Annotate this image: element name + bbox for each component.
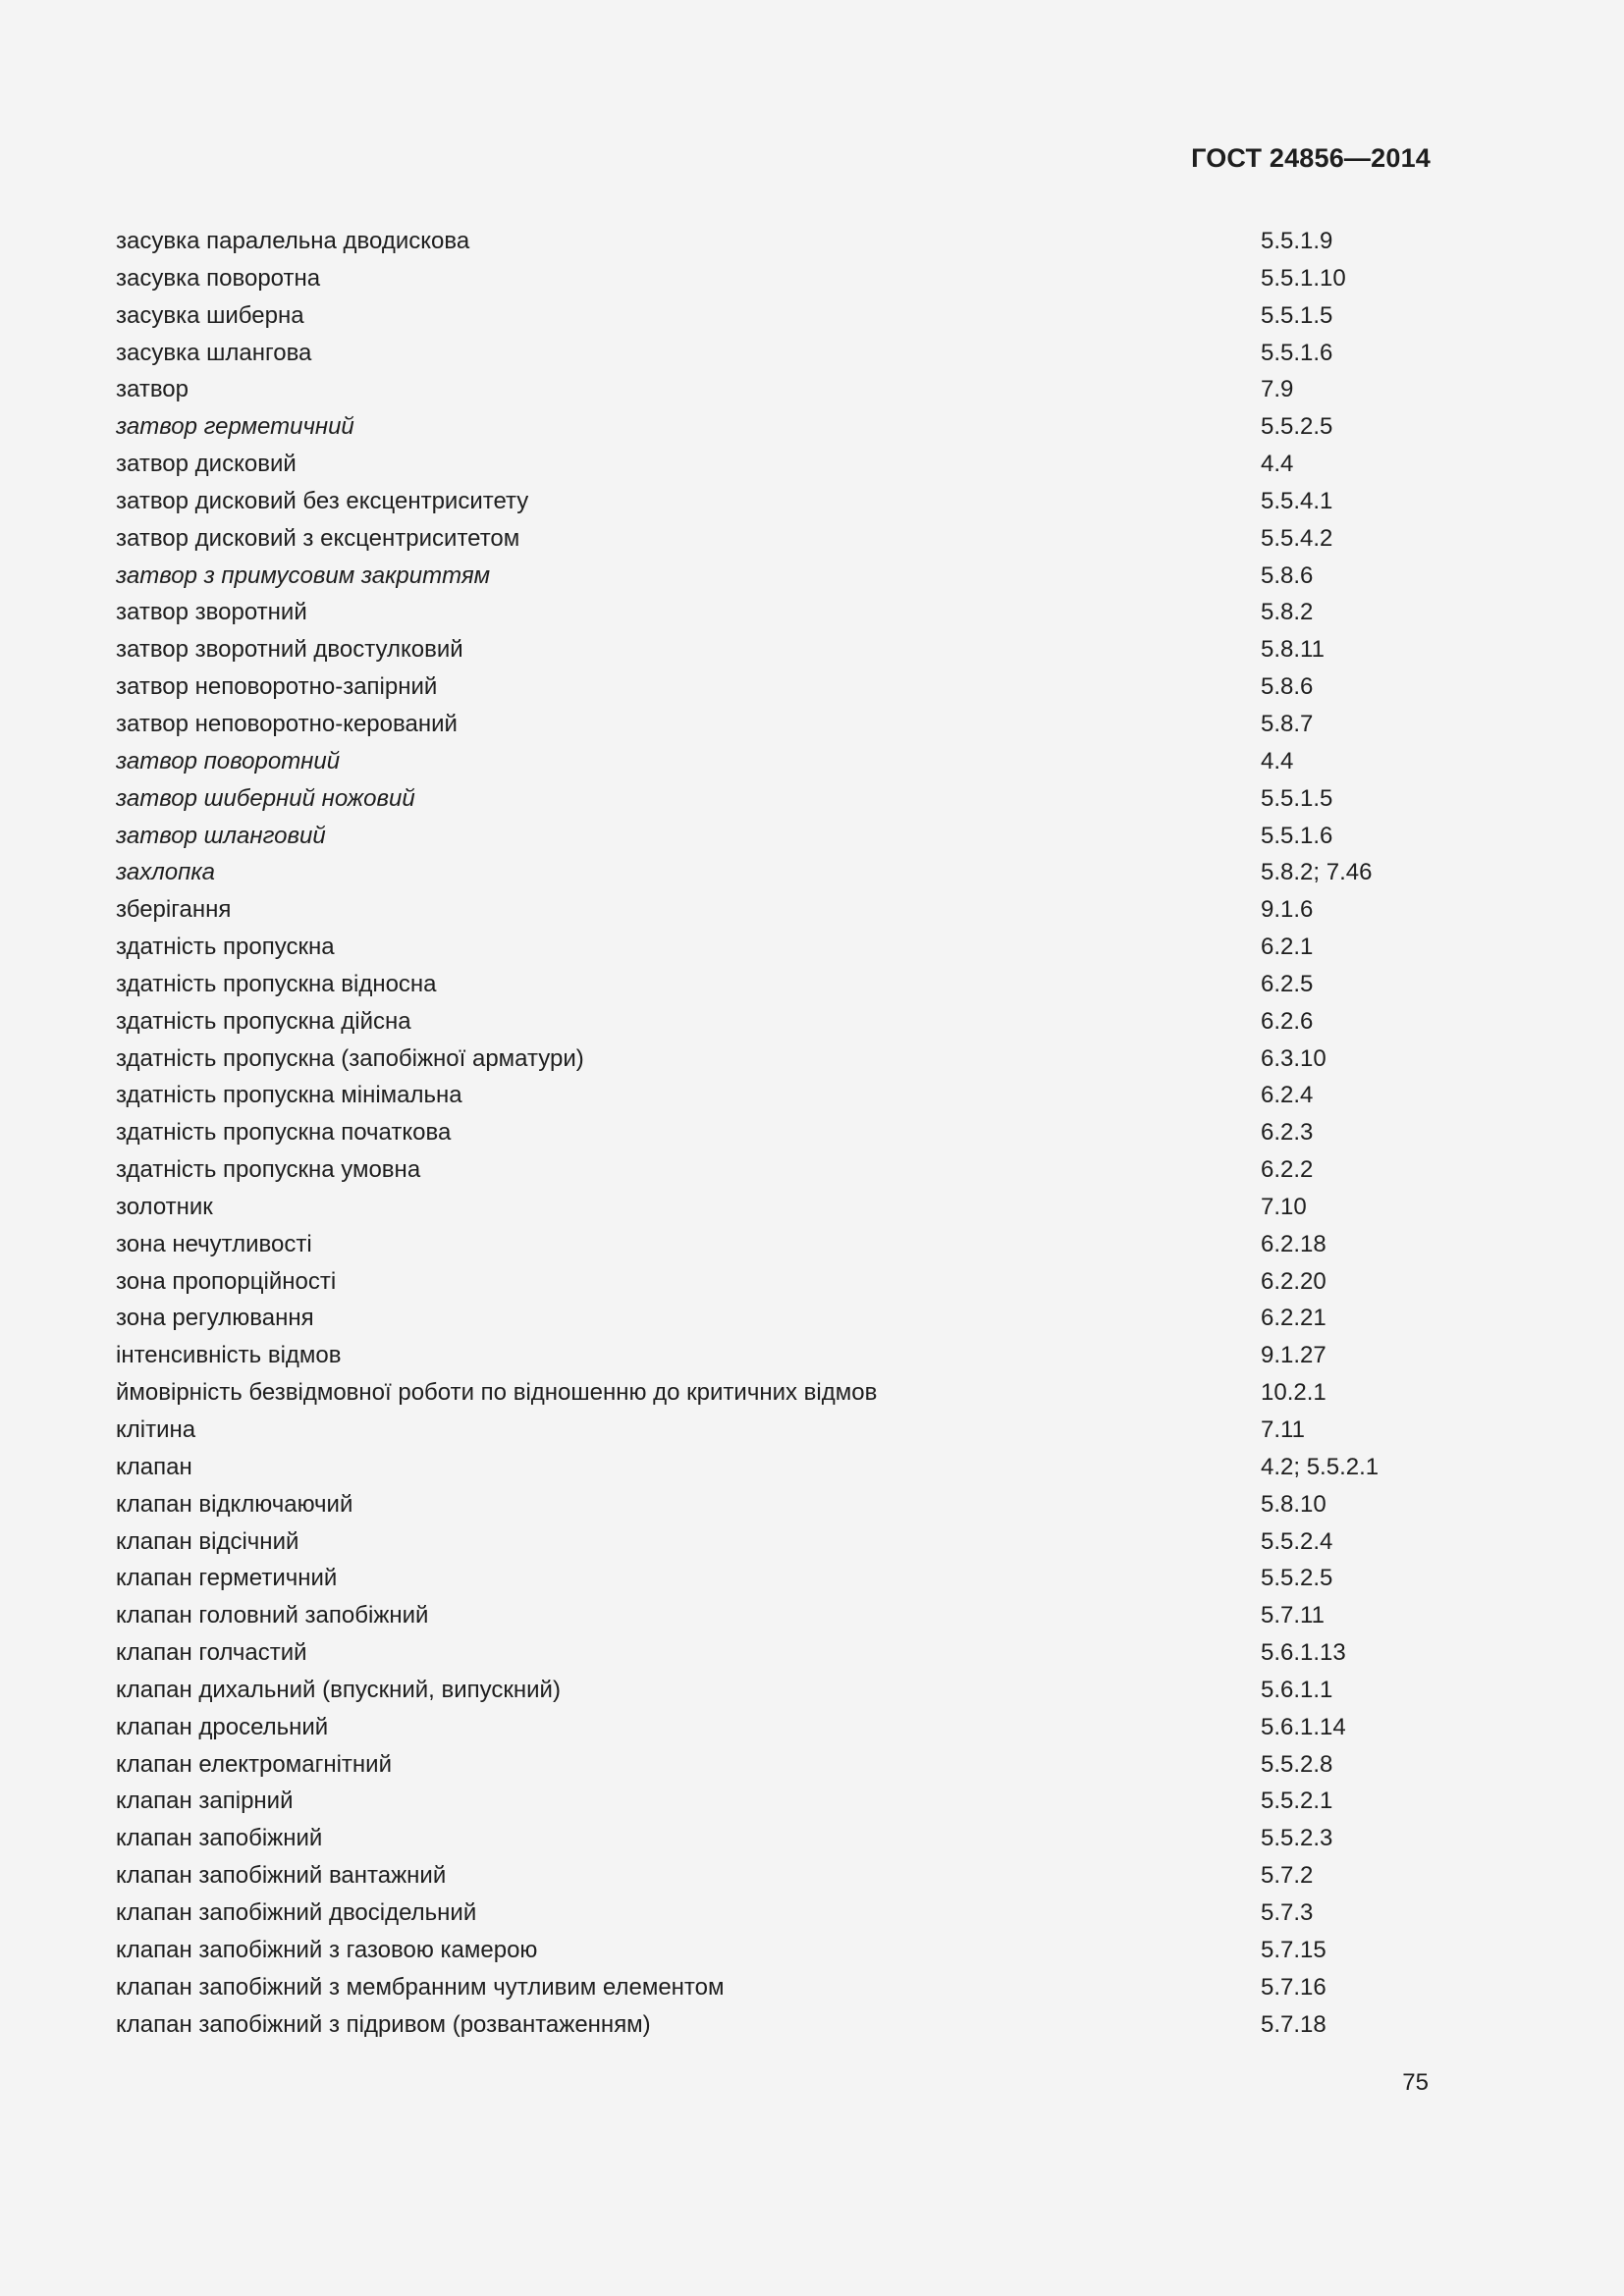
index-entry bbox=[116, 2006, 1432, 2044]
index-term: зона регулювання bbox=[116, 1305, 314, 1332]
index-term: затвор дисковий bbox=[116, 451, 297, 478]
index-reference: 5.8.11 bbox=[1261, 636, 1325, 664]
index-entry bbox=[116, 408, 1432, 446]
index-reference: 10.2.1 bbox=[1261, 1379, 1326, 1407]
index-term: зберігання bbox=[116, 896, 232, 924]
index-entry bbox=[116, 1746, 1432, 1784]
index-entry bbox=[116, 1709, 1432, 1746]
index-entry bbox=[116, 594, 1432, 631]
index-entry bbox=[116, 818, 1432, 855]
index-entry bbox=[116, 1151, 1432, 1189]
index-entry bbox=[116, 297, 1432, 335]
index-entry bbox=[116, 706, 1432, 743]
index-reference: 9.1.6 bbox=[1261, 896, 1314, 924]
index-term: засувка паралельна дводискова bbox=[116, 228, 470, 254]
index-term: затвор поворотний bbox=[116, 747, 341, 774]
index-reference: 5.5.2.5 bbox=[1261, 1565, 1333, 1592]
index-term: затвор зворотний bbox=[116, 599, 307, 626]
index-entry bbox=[116, 1523, 1432, 1561]
index-reference: 5.5.4.2 bbox=[1261, 524, 1333, 552]
index-term: затвор дисковий без ексцентриситету bbox=[116, 487, 529, 514]
index-entry bbox=[116, 446, 1432, 483]
index-term: затвор шланговий bbox=[116, 822, 326, 849]
index-reference: 5.6.1.13 bbox=[1261, 1639, 1346, 1667]
document-header: ГОСТ 24856—2014 bbox=[1191, 143, 1431, 173]
index-entry bbox=[116, 1114, 1432, 1151]
index-reference: 6.2.20 bbox=[1261, 1267, 1326, 1295]
index-term: затвор дисковий з ексцентриситетом bbox=[116, 524, 520, 552]
index-entry bbox=[116, 1226, 1432, 1263]
index-entry bbox=[116, 1300, 1432, 1337]
index-term: здатність пропускна дійсна bbox=[116, 1007, 411, 1035]
index-reference: 5.8.2 bbox=[1261, 599, 1314, 626]
index-reference: 6.2.18 bbox=[1261, 1230, 1326, 1257]
index-reference: 5.5.1.5 bbox=[1261, 301, 1333, 329]
index-term: здатність пропускна bbox=[116, 934, 335, 961]
index-reference: 5.5.2.1 bbox=[1261, 1788, 1333, 1815]
index-reference: 6.2.3 bbox=[1261, 1119, 1314, 1147]
index-term: клапан відключаючий bbox=[116, 1490, 353, 1518]
index-term: зона пропорційності bbox=[116, 1267, 337, 1295]
index-reference: 6.2.4 bbox=[1261, 1082, 1314, 1109]
index-reference: 5.7.3 bbox=[1261, 1898, 1314, 1926]
index-entry bbox=[116, 631, 1432, 668]
index-term: здатність пропускна (запобіжної арматури) bbox=[116, 1044, 584, 1072]
index-entry bbox=[116, 1634, 1432, 1672]
index-reference: 5.5.1.6 bbox=[1261, 822, 1333, 849]
index-reference: 5.5.2.4 bbox=[1261, 1527, 1333, 1555]
index-entry bbox=[116, 1449, 1432, 1486]
index-entry bbox=[116, 966, 1432, 1003]
index-entry bbox=[116, 371, 1432, 408]
index-entry bbox=[116, 1932, 1432, 1969]
index-entry bbox=[116, 854, 1432, 891]
index-term: здатність пропускна початкова bbox=[116, 1119, 452, 1147]
index-entry bbox=[116, 335, 1432, 372]
index-entry bbox=[116, 1003, 1432, 1041]
index-entry bbox=[116, 1374, 1432, 1412]
index-term: клапан запірний bbox=[116, 1788, 294, 1815]
index-reference: 4.2; 5.5.2.1 bbox=[1261, 1453, 1380, 1480]
index-entry bbox=[116, 520, 1432, 558]
index-reference: 6.2.2 bbox=[1261, 1156, 1314, 1184]
index-entry bbox=[116, 1672, 1432, 1709]
index-term: клапан електромагнітний bbox=[116, 1750, 392, 1778]
index-term: засувка шлангова bbox=[116, 339, 312, 366]
index-term: затвор шиберний ножовий bbox=[116, 784, 415, 812]
index-entry bbox=[116, 1337, 1432, 1374]
index-reference: 5.5.4.1 bbox=[1261, 487, 1333, 514]
index-term: клапан запобіжний bbox=[116, 1825, 323, 1852]
index-reference: 9.1.27 bbox=[1261, 1342, 1326, 1369]
index-entry bbox=[116, 1486, 1432, 1523]
index-term: здатність пропускна відносна bbox=[116, 970, 437, 997]
index-entry bbox=[116, 558, 1432, 595]
index-term: клапан голчастий bbox=[116, 1639, 307, 1667]
index-entry bbox=[116, 223, 1432, 260]
index-term: клапан запобіжний двосідельний bbox=[116, 1898, 477, 1926]
index-reference: 5.5.1.6 bbox=[1261, 339, 1333, 366]
index-reference: 5.8.10 bbox=[1261, 1490, 1326, 1518]
index-term: засувка шиберна bbox=[116, 301, 304, 329]
index-term: клапан головний запобіжний bbox=[116, 1602, 429, 1629]
index-entry bbox=[116, 1969, 1432, 2006]
index-entry bbox=[116, 1263, 1432, 1301]
index-entry bbox=[116, 1857, 1432, 1895]
index-reference: 7.9 bbox=[1261, 376, 1294, 403]
index-term: затвор bbox=[116, 376, 189, 403]
index-term: здатність пропускна умовна bbox=[116, 1156, 421, 1184]
index-reference: 5.5.2.3 bbox=[1261, 1825, 1333, 1852]
index-term: клапан відсічний bbox=[116, 1527, 299, 1555]
index-entry bbox=[116, 1597, 1432, 1634]
index-reference: 6.2.5 bbox=[1261, 970, 1314, 997]
index-entry bbox=[116, 260, 1432, 297]
index-reference: 5.5.1.10 bbox=[1261, 264, 1346, 292]
index-term: золотник bbox=[116, 1193, 213, 1220]
index-entry bbox=[116, 1412, 1432, 1449]
index-reference: 5.5.1.5 bbox=[1261, 784, 1333, 812]
index-reference: 5.8.7 bbox=[1261, 710, 1314, 737]
index-reference: 6.2.6 bbox=[1261, 1007, 1314, 1035]
index-term: затвор з примусовим закриттям bbox=[116, 561, 491, 589]
index-entry bbox=[116, 929, 1432, 966]
index-reference: 5.5.1.9 bbox=[1261, 228, 1333, 254]
index-term: клапан запобіжний з газовою камерою bbox=[116, 1936, 538, 1963]
index-reference: 5.5.2.8 bbox=[1261, 1750, 1333, 1778]
index-reference: 5.7.2 bbox=[1261, 1862, 1314, 1890]
index-term: клапан дихальний (впускний, випускний) bbox=[116, 1676, 561, 1703]
alphabetical-index bbox=[116, 223, 1432, 2043]
index-term: клітина bbox=[116, 1416, 196, 1443]
index-reference: 6.2.1 bbox=[1261, 934, 1314, 961]
index-term: захлопка bbox=[116, 859, 216, 886]
index-entry bbox=[116, 668, 1432, 706]
index-reference: 5.7.11 bbox=[1261, 1602, 1325, 1629]
index-reference: 5.7.18 bbox=[1261, 2010, 1326, 2038]
index-entry bbox=[116, 1189, 1432, 1226]
index-term: клапан дросельний bbox=[116, 1713, 329, 1740]
index-entry bbox=[116, 780, 1432, 818]
index-term: клапан запобіжний з мембранним чутливим елементом bbox=[116, 1973, 725, 2001]
index-reference: 5.7.15 bbox=[1261, 1936, 1326, 1963]
index-reference: 4.4 bbox=[1261, 451, 1294, 478]
index-term: затвор зворотний двостулковий bbox=[116, 636, 463, 664]
index-reference: 6.2.21 bbox=[1261, 1305, 1326, 1332]
index-reference: 5.8.6 bbox=[1261, 673, 1314, 701]
index-entry bbox=[116, 483, 1432, 520]
index-term: здатність пропускна мінімальна bbox=[116, 1082, 462, 1109]
index-entry bbox=[116, 1560, 1432, 1597]
index-entry bbox=[116, 743, 1432, 780]
index-term: інтенсивність відмов bbox=[116, 1342, 342, 1369]
index-entry bbox=[116, 891, 1432, 929]
index-entry bbox=[116, 1895, 1432, 1932]
index-reference: 7.10 bbox=[1261, 1193, 1307, 1220]
index-reference: 5.8.2; 7.46 bbox=[1261, 859, 1373, 886]
index-reference: 7.11 bbox=[1261, 1416, 1305, 1443]
index-term: клапан запобіжний вантажний bbox=[116, 1862, 447, 1890]
index-term: ймовірність безвідмовної роботи по відношенню до критичних відмов bbox=[116, 1379, 878, 1407]
index-reference: 5.7.16 bbox=[1261, 1973, 1326, 2001]
index-term: затвор неповоротно-запірний bbox=[116, 673, 438, 701]
index-entry bbox=[116, 1820, 1432, 1857]
index-entry bbox=[116, 1041, 1432, 1078]
index-reference: 6.3.10 bbox=[1261, 1044, 1326, 1072]
index-term: клапан герметичний bbox=[116, 1565, 338, 1592]
page-number: 75 bbox=[1402, 2069, 1429, 2096]
index-reference: 5.6.1.14 bbox=[1261, 1713, 1346, 1740]
index-reference: 5.6.1.1 bbox=[1261, 1676, 1333, 1703]
index-term: зона нечутливості bbox=[116, 1230, 312, 1257]
index-term: затвор герметичний bbox=[116, 413, 354, 441]
index-reference: 5.8.6 bbox=[1261, 561, 1314, 589]
index-term: засувка поворотна bbox=[116, 264, 321, 292]
index-entry bbox=[116, 1783, 1432, 1820]
index-entry bbox=[116, 1077, 1432, 1114]
index-term: клапан запобіжний з підривом (розвантаженням) bbox=[116, 2010, 651, 2038]
index-term: клапан bbox=[116, 1453, 192, 1480]
index-reference: 4.4 bbox=[1261, 747, 1294, 774]
index-reference: 5.5.2.5 bbox=[1261, 413, 1333, 441]
index-term: затвор неповоротно-керований bbox=[116, 710, 458, 737]
